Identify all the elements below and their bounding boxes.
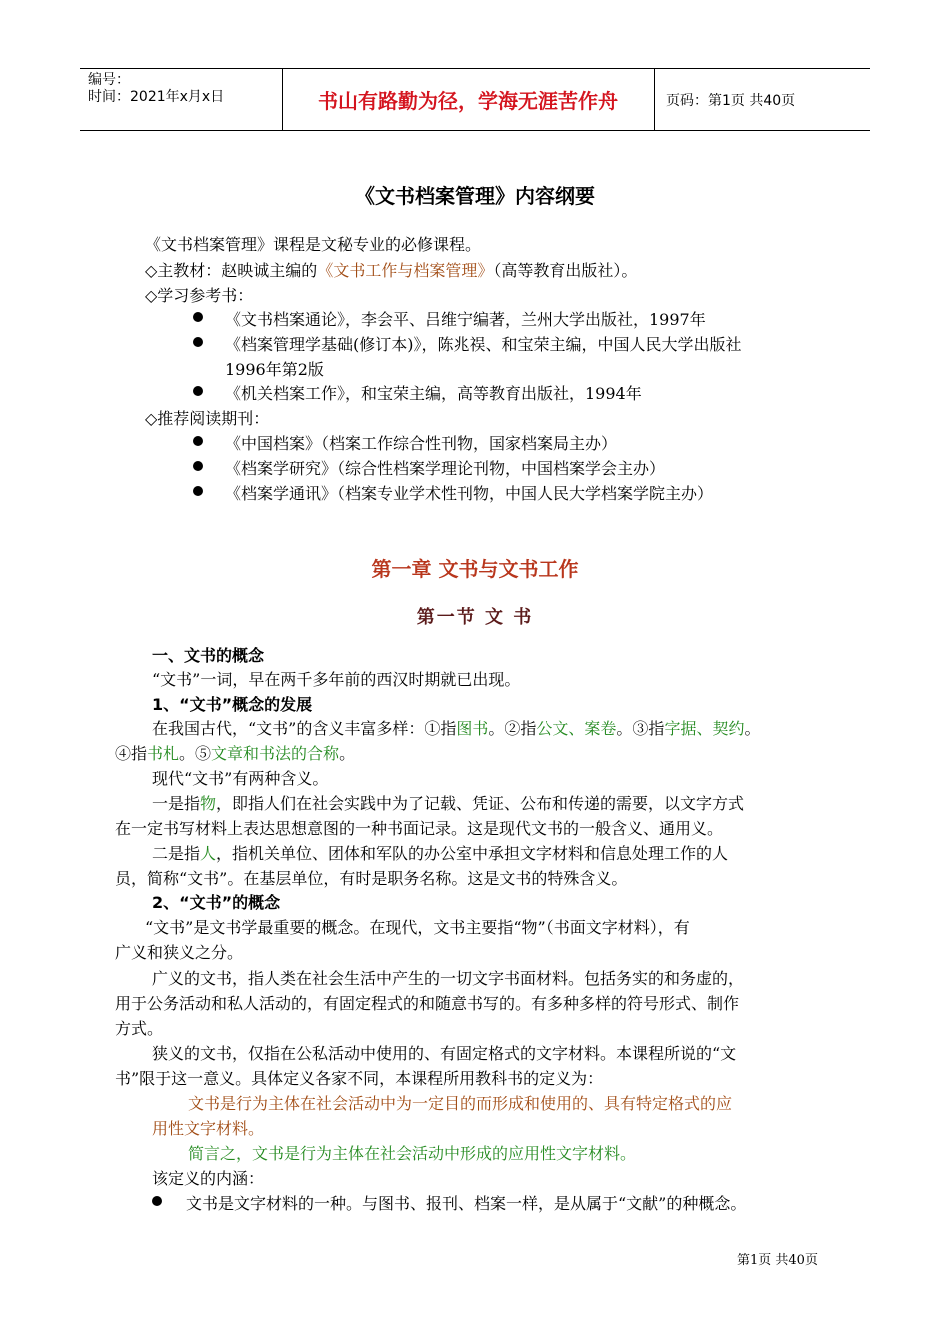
definition-short: 简言之，文书是行为主体在社会活动中形成的应用性文字材料。 [188,1144,637,1163]
bullet-icon [152,1196,162,1206]
ref-item: 《档案管理学基础(修订本)》，陈兆祦、和宝荣主编，中国人民大学出版社 [225,335,742,354]
text-run: 。⑤ [179,744,212,763]
text-run: 在我国古代，“文书”的含义丰富多样：①指 [152,719,457,738]
paragraph: “文书”是文书学最重要的概念。在现代，文书主要指“物”（书面文字材料），有 [145,918,690,937]
intro-line: 《文书档案管理》课程是文秘专业的必修课程。 [145,235,482,254]
document-title: 《文书档案管理》内容纲要 [355,184,595,208]
text-run: 二是指 [152,844,201,863]
paragraph-cont: 广义和狭义之分。 [115,943,244,962]
bullet-icon [193,337,203,347]
section-title: 第一节 文 书 [416,607,534,628]
text-run: 。 [339,744,356,763]
page-header [80,68,870,131]
text-run: 。 [744,719,761,738]
text-run: 。③指 [616,719,665,738]
doc-number-label: 编号： [88,72,130,88]
textbook-line [145,258,637,281]
page-footer: 第1页 共40页 [737,1253,818,1268]
textbook-suffix: （高等教育出版社）。 [493,261,638,280]
chapter-title: 第一章 文书与文书工作 [371,557,579,581]
header-divider [654,69,655,130]
highlight-term: 文章和书法的合称 [211,744,340,763]
ref-item-cont: 1996年第2版 [225,360,324,379]
highlight-term: 人 [200,844,217,863]
highlight-term: 字据、契约 [664,719,745,738]
paragraph-cont: 在一定书写材料上表达思想意图的一种书面记录。这是现代文书的一般含义、通用义。 [115,819,724,838]
bullet-icon [193,386,203,396]
doc-time-label: 时间：2021年x月x日 [88,89,225,105]
text-run: ④指 [115,744,148,763]
ref-item: 《文书档案通论》，李会平、吕维宁编著，兰州大学出版社，1997年 [225,310,706,329]
paragraph-cont: 员，简称“文书”。在基层单位，有时是职务名称。这是文书的特殊含义。 [115,869,628,888]
highlight-term: 物 [200,794,217,813]
heading-concept: 一、文书的概念 [152,646,265,665]
bullet-icon [193,486,203,496]
text-run: 。②指 [488,719,537,738]
paragraph-cont: 方式。 [115,1019,164,1038]
bullet-icon [193,312,203,322]
text-run: ，指机关单位、团体和军队的办公室中承担文字材料和信息处理工作的人 [216,844,729,863]
paragraph [152,791,744,814]
heading-concept-2: 2、“文书”的概念 [152,893,281,912]
paragraph-cont: 书”限于这一意义。具体定义各家不同，本课程所用教科书的定义为： [115,1069,604,1088]
textbook-title: 《文书工作与档案管理》 [317,261,494,280]
highlight-term: 图书 [456,719,489,738]
header-motto: 书山有路勤为径，学海无涯苦作舟 [318,89,618,113]
journal-item: 《档案学研究》（综合性档案学理论刊物，中国档案学会主办） [225,459,666,478]
highlight-term: 书札 [147,744,180,763]
paragraph: 该定义的内涵： [152,1169,265,1188]
bullet-icon [193,436,203,446]
definition-text: 文书是行为主体在社会活动中为一定目的而形成和使用的、具有特定格式的应 [188,1094,733,1113]
paragraph: “文书”一词，早在两千多年前的西汉时期就已出现。 [152,670,521,689]
ref-item: 《机关档案工作》，和宝荣主编，高等教育出版社，1994年 [225,384,642,403]
paragraph: 狭义的文书，仅指在公私活动中使用的、有固定格式的文字材料。本课程所说的“文 [152,1044,737,1063]
paragraph-cont: 用于公务活动和私人活动的，有固定程式的和随意书写的。有多种多样的符号形式、制作 [115,994,740,1013]
header-meta [88,72,224,106]
definition-text-cont: 用性文字材料。 [152,1119,265,1138]
list-item: 文书是文字材料的一种。与图书、报刊、档案一样，是从属于“文献”的种概念。 [186,1194,747,1213]
journal-item: 《档案学通讯》（档案专业学术性刊物，中国人民大学档案学院主办） [225,484,714,503]
paragraph: 广义的文书，指人类在社会生活中产生的一切文字书面材料。包括务实的和务虚的， [152,969,745,988]
refs-label: ◇学习参考书： [145,286,254,305]
textbook-prefix: ◇主教材：赵映诚主编的 [145,261,318,280]
paragraph [152,716,760,739]
highlight-term: 公文、案卷 [536,719,617,738]
heading-development: 1、“文书”概念的发展 [152,695,313,714]
paragraph: 现代“文书”有两种含义。 [152,769,329,788]
bullet-icon [193,461,203,471]
journal-item: 《中国档案》（档案工作综合性刊物，国家档案局主办） [225,434,618,453]
journals-label: ◇推荐阅读期刊： [145,409,270,428]
text-run: ，即指人们在社会实践中为了记载、凭证、公布和传递的需要，以文字方式 [216,794,745,813]
paragraph [152,841,728,864]
text-run: 一是指 [152,794,201,813]
header-page-info: 页码：第1页 共40页 [666,93,796,109]
paragraph [115,741,355,764]
